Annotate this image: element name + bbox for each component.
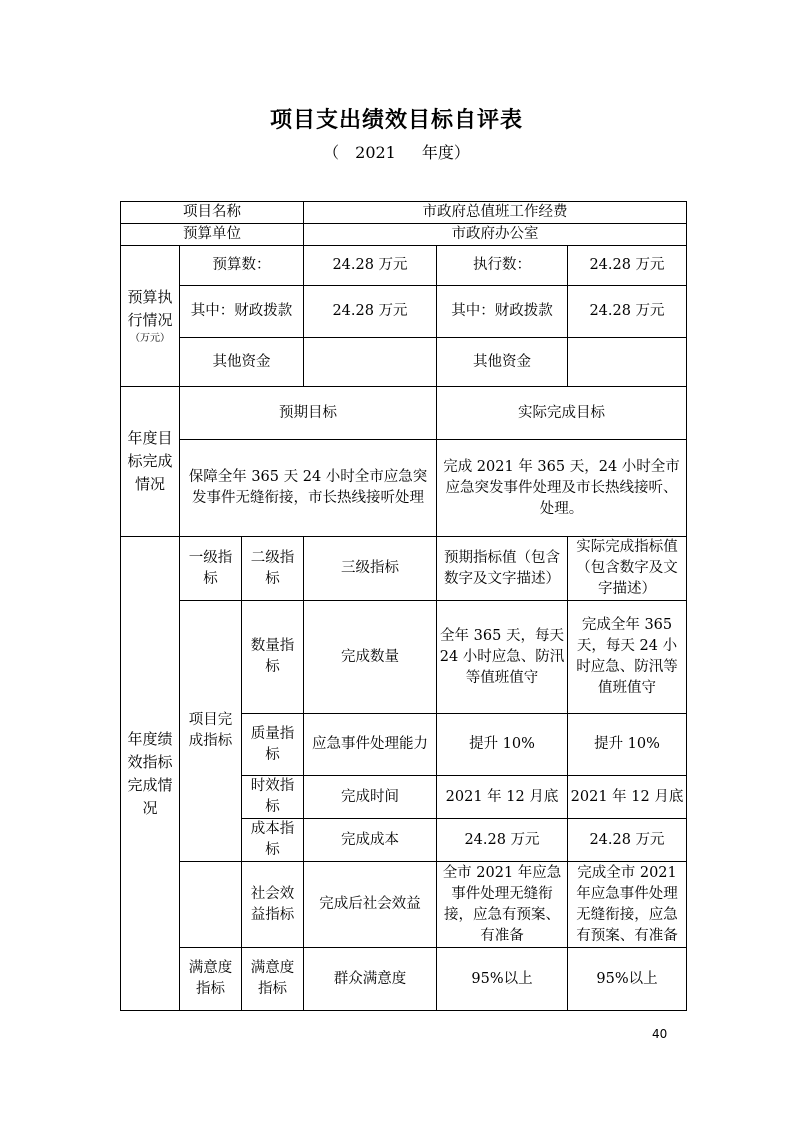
satisfaction-indicator-group: 满意度指标 [180, 948, 242, 1011]
year-value: 2021 [355, 143, 396, 162]
budget-section-unit: （万元） [130, 333, 170, 344]
page-number: 40 [652, 1027, 668, 1041]
actual-value-cell: 24.28 万元 [568, 819, 687, 862]
year-prefix: （ [323, 143, 340, 162]
level3-cell: 应急事件处理能力 [304, 714, 437, 776]
other-funds-value-budget [304, 338, 437, 387]
actual-value-cell: 2021 年 12 月底 [568, 776, 687, 819]
budget-unit-label: 预算单位 [121, 224, 304, 246]
level2-cell: 时效指标 [242, 776, 304, 819]
level2-cell: 质量指标 [242, 714, 304, 776]
level3-cell: 群众满意度 [304, 948, 437, 1011]
level3-cell: 完成成本 [304, 819, 437, 862]
fiscal-value-execution: 24.28 万元 [568, 286, 687, 338]
actual-value-header: 实际完成指标值（包含数字及文字描述） [568, 537, 687, 601]
actual-goal-header: 实际完成目标 [437, 387, 687, 440]
level2-header: 二级指标 [242, 537, 304, 601]
execution-amount-value: 24.28 万元 [568, 246, 687, 286]
actual-value-cell: 提升 10% [568, 714, 687, 776]
expected-value-header: 预期指标值（包含数字及文字描述） [437, 537, 568, 601]
actual-goal-text: 完成 2021 年 365 天，24 小时全市应急突发事件处理及市长热线接听、处理。 [437, 440, 687, 537]
self-evaluation-table [120, 201, 687, 1011]
budget-section-text: 预算执行情况 [127, 288, 173, 329]
output-indicator-group: 项目完成指标 [180, 601, 242, 862]
level1-header: 一级指标 [180, 537, 242, 601]
indicators-section-label: 年度绩效指标完成情况 [121, 537, 180, 1011]
other-funds-value-execution [568, 338, 687, 387]
level3-header: 三级指标 [304, 537, 437, 601]
level2-cell: 数量指标 [242, 601, 304, 714]
expected-value-cell: 全市 2021 年应急事件处理无缝衔接，应急有预案、有准备 [437, 862, 568, 948]
social-benefit-group-blank [180, 862, 242, 948]
level3-cell: 完成数量 [304, 601, 437, 714]
level2-cell: 成本指标 [242, 819, 304, 862]
goals-section-label: 年度目标完成情况 [121, 387, 180, 537]
page-title: 项目支出绩效目标自评表 [269, 107, 523, 133]
fiscal-label-execution: 其中：财政拨款 [437, 286, 568, 338]
actual-value-cell: 95%以上 [568, 948, 687, 1011]
budget-unit-value: 市政府办公室 [304, 224, 687, 246]
year-line [0, 140, 793, 163]
other-funds-label-budget: 其他资金 [180, 338, 304, 387]
expected-value-cell: 24.28 万元 [437, 819, 568, 862]
expected-value-cell: 2021 年 12 月底 [437, 776, 568, 819]
expected-goal-header: 预期目标 [180, 387, 437, 440]
actual-value-cell: 完成全年 365 天，每天 24 小时应急、防汛等值班值守 [568, 601, 687, 714]
expected-value-cell: 95%以上 [437, 948, 568, 1011]
other-funds-label-execution: 其他资金 [437, 338, 568, 387]
level2-cell: 满意度指标 [242, 948, 304, 1011]
expected-goal-text: 保障全年 365 天 24 小时全市应急突发事件无缝衔接，市长热线接听处理 [180, 440, 437, 537]
budget-amount-label: 预算数： [180, 246, 304, 286]
project-name-value: 市政府总值班工作经费 [304, 202, 687, 224]
expected-value-cell: 全年 365 天，每天 24 小时应急、防汛等值班值守 [437, 601, 568, 714]
expected-value-cell: 提升 10% [437, 714, 568, 776]
fiscal-value-budget: 24.28 万元 [304, 286, 437, 338]
project-name-label: 项目名称 [121, 202, 304, 224]
execution-amount-label: 执行数： [437, 246, 568, 286]
actual-value-cell: 完成全市 2021 年应急事件处理无缝衔接，应急有预案、有准备 [568, 862, 687, 948]
year-suffix: 年度） [421, 143, 470, 162]
budget-amount-value: 24.28 万元 [304, 246, 437, 286]
level2-cell: 社会效益指标 [242, 862, 304, 948]
budget-section-label [121, 246, 180, 387]
fiscal-label-budget: 其中：财政拨款 [180, 286, 304, 338]
level3-cell: 完成后社会效益 [304, 862, 437, 948]
level3-cell: 完成时间 [304, 776, 437, 819]
